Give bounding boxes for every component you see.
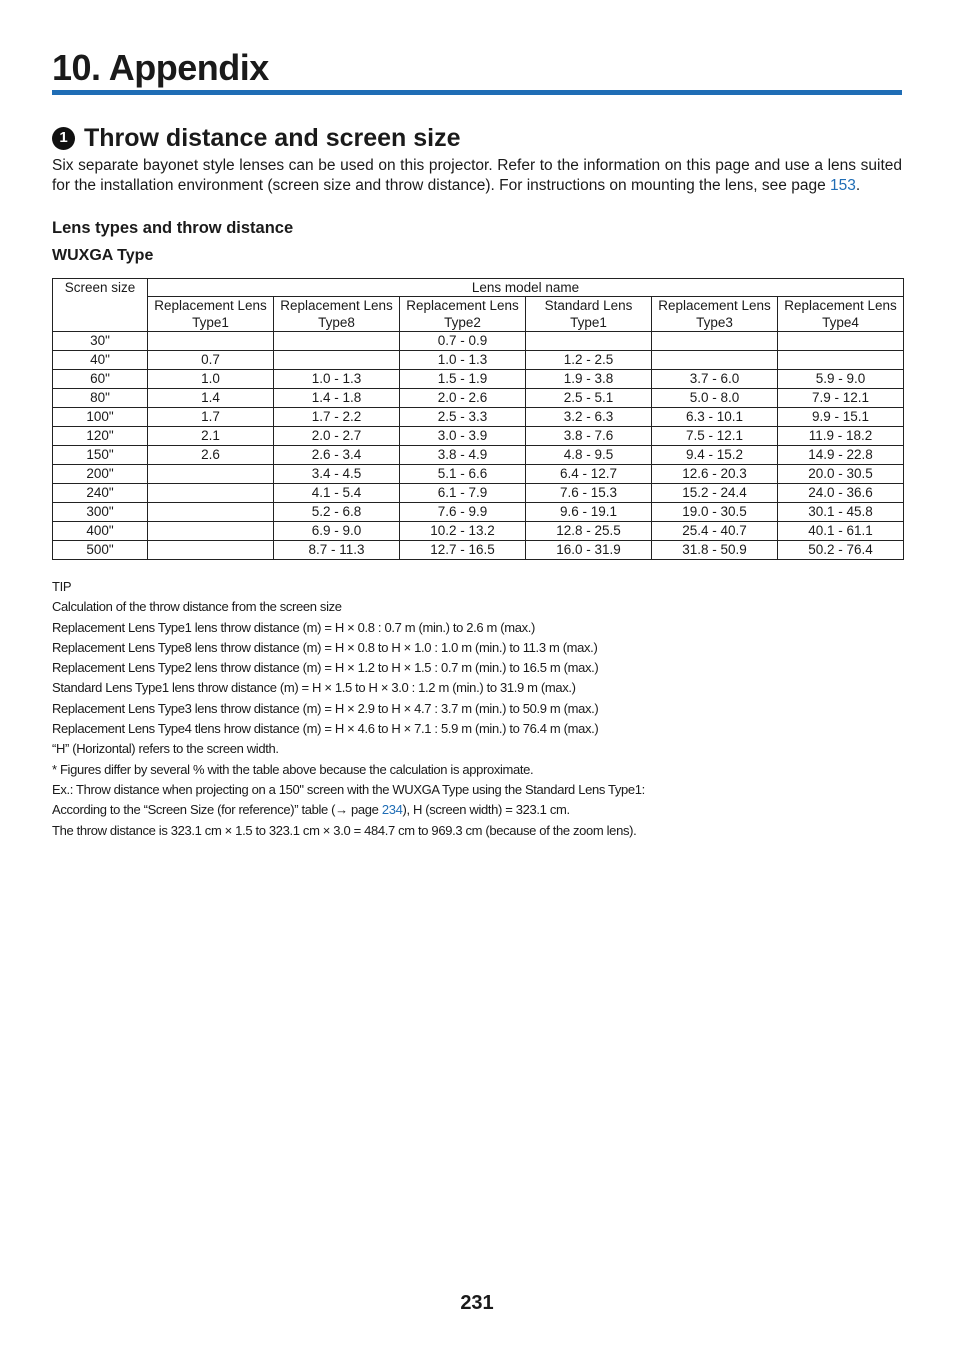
section-title: Throw distance and screen size (84, 124, 461, 152)
throw-distance-cell (148, 465, 274, 484)
throw-distance-cell: 5.0 - 8.0 (652, 389, 778, 408)
throw-distance-cell: 2.0 - 2.7 (274, 427, 400, 446)
table-body (53, 332, 904, 560)
throw-distance-cell: 3.2 - 6.3 (526, 408, 652, 427)
throw-distance-cell: 1.7 (148, 408, 274, 427)
screen-size-cell: 240" (53, 484, 148, 503)
throw-distance-cell: 20.0 - 30.5 (778, 465, 904, 484)
throw-distance-cell: 3.7 - 6.0 (652, 370, 778, 389)
throw-distance-cell: 1.4 - 1.8 (274, 389, 400, 408)
throw-distance-cell (778, 351, 904, 370)
throw-distance-cell: 30.1 - 45.8 (778, 503, 904, 522)
throw-distance-cell: 0.7 - 0.9 (400, 332, 526, 351)
chapter-divider (52, 90, 902, 95)
intro-text: Six separate bayonet style lenses can be used on this projector. Refer to the information on this page and use a lens suited for the installation environment (screen size and throw distance). For instructions on mounting the lens, see page (52, 157, 902, 194)
throw-distance-cell (274, 332, 400, 351)
throw-distance-cell: 5.9 - 9.0 (778, 370, 904, 389)
tip-line: Standard Lens Type1 lens throw distance (m) = H × 1.5 to H × 3.0 : 1.2 m (min.) to 31.9 m (max.) (52, 680, 576, 696)
throw-distance-cell: 3.8 - 7.6 (526, 427, 652, 446)
throw-distance-cell: 1.5 - 1.9 (400, 370, 526, 389)
throw-distance-cell: 1.0 - 1.3 (400, 351, 526, 370)
throw-distance-cell: 1.0 (148, 370, 274, 389)
wuxga-type-heading: WUXGA Type (52, 247, 154, 264)
section-heading (52, 121, 461, 155)
throw-distance-cell: 19.0 - 30.5 (652, 503, 778, 522)
page-number: 231 (460, 1292, 494, 1314)
screen-size-cell: 60" (53, 370, 148, 389)
throw-distance-cell (148, 332, 274, 351)
screen-size-header: Screen size (53, 279, 148, 332)
tip-line: The throw distance is 323.1 cm × 1.5 to 323.1 cm × 3.0 = 484.7 cm to 969.3 cm (because of the zoom lens). (52, 822, 637, 838)
table-row (53, 351, 904, 370)
throw-distance-cell: 40.1 - 61.1 (778, 522, 904, 541)
screen-size-cell: 100" (53, 408, 148, 427)
table-row (53, 370, 904, 389)
throw-distance-cell: 11.9 - 18.2 (778, 427, 904, 446)
throw-distance-cell: 2.5 - 5.1 (526, 389, 652, 408)
throw-distance-cell: 3.4 - 4.5 (274, 465, 400, 484)
screen-size-cell: 40" (53, 351, 148, 370)
throw-distance-cell (148, 484, 274, 503)
throw-distance-cell: 1.2 - 2.5 (526, 351, 652, 370)
throw-distance-cell: 7.5 - 12.1 (652, 427, 778, 446)
throw-distance-cell: 12.7 - 16.5 (400, 541, 526, 560)
screen-size-cell: 120" (53, 427, 148, 446)
throw-distance-cell: 6.4 - 12.7 (526, 465, 652, 484)
throw-distance-cell: 8.7 - 11.3 (274, 541, 400, 560)
throw-distance-cell: 4.8 - 9.5 (526, 446, 652, 465)
throw-distance-cell: 6.3 - 10.1 (652, 408, 778, 427)
throw-distance-cell: 4.1 - 5.4 (274, 484, 400, 503)
throw-distance-cell: 31.8 - 50.9 (652, 541, 778, 560)
lens-column-header: Replacement Lens Type2 (400, 297, 526, 332)
screen-size-cell: 400" (53, 522, 148, 541)
throw-distance-cell: 2.1 (148, 427, 274, 446)
lens-column-header: Replacement Lens Type8 (274, 297, 400, 332)
tip-ref-start: According to the “Screen Size (for reference)” table (→ page (52, 802, 382, 818)
tip-reference-line (52, 800, 912, 820)
table-row (53, 389, 904, 408)
table-row (53, 446, 904, 465)
throw-distance-cell (778, 332, 904, 351)
throw-distance-table (52, 278, 904, 560)
throw-distance-cell (652, 332, 778, 351)
table-row (53, 484, 904, 503)
tip-line: Ex.: Throw distance when projecting on a 150" screen with the WUXGA Type using the Standard Lens Type1: (52, 781, 645, 797)
screen-size-cell: 200" (53, 465, 148, 484)
table-row (53, 427, 904, 446)
table-header-row (53, 279, 904, 297)
throw-distance-cell: 7.6 - 9.9 (400, 503, 526, 522)
throw-distance-cell (274, 351, 400, 370)
throw-distance-cell: 1.7 - 2.2 (274, 408, 400, 427)
tip-line: Replacement Lens Type4 tlens hrow distance (m) = H × 4.6 to H × 7.1 : 5.9 m (min.) to 76.4 m (max.) (52, 721, 599, 737)
intro-paragraph (52, 156, 902, 196)
throw-distance-cell (148, 503, 274, 522)
throw-distance-cell: 12.8 - 25.5 (526, 522, 652, 541)
throw-distance-cell: 10.2 - 13.2 (400, 522, 526, 541)
tip-line: Replacement Lens Type2 lens throw distance (m) = H × 1.2 to H × 1.5 : 0.7 m (min.) to 16.5 m (max.) (52, 660, 599, 676)
throw-distance-cell (526, 332, 652, 351)
throw-distance-cell: 25.4 - 40.7 (652, 522, 778, 541)
lens-column-header: Replacement Lens Type4 (778, 297, 904, 332)
throw-distance-cell: 16.0 - 31.9 (526, 541, 652, 560)
screen-size-cell: 150" (53, 446, 148, 465)
throw-distance-cell: 2.6 - 3.4 (274, 446, 400, 465)
lens-types-heading: Lens types and throw distance (52, 219, 294, 237)
throw-distance-cell: 0.7 (148, 351, 274, 370)
throw-distance-cell: 9.6 - 19.1 (526, 503, 652, 522)
chapter-title: 10. Appendix (52, 47, 269, 88)
table-row (53, 503, 904, 522)
section-number-badge: 1 (52, 127, 75, 150)
lens-column-header: Standard Lens Type1 (526, 297, 652, 332)
throw-distance-cell (652, 351, 778, 370)
tip-label: TIP (52, 579, 72, 594)
tip-line: Replacement Lens Type3 lens throw distance (m) = H × 2.9 to H × 4.7 : 3.7 m (min.) to 50.9 m (max.) (52, 700, 599, 716)
tip-section (52, 577, 912, 841)
throw-distance-cell (148, 522, 274, 541)
lens-model-header: Lens model name (148, 279, 904, 297)
screen-size-cell: 300" (53, 503, 148, 522)
throw-distance-cell: 2.6 (148, 446, 274, 465)
throw-distance-cell: 2.5 - 3.3 (400, 408, 526, 427)
throw-distance-cell: 50.2 - 76.4 (778, 541, 904, 560)
throw-distance-cell: 1.9 - 3.8 (526, 370, 652, 389)
tip-line: “H” (Horizontal) refers to the screen width. (52, 741, 279, 757)
throw-distance-cell: 7.9 - 12.1 (778, 389, 904, 408)
screen-size-cell: 80" (53, 389, 148, 408)
throw-distance-cell: 3.0 - 3.9 (400, 427, 526, 446)
throw-distance-cell: 6.1 - 7.9 (400, 484, 526, 503)
screen-size-cell: 500" (53, 541, 148, 560)
table-row (53, 522, 904, 541)
table-row (53, 541, 904, 560)
lens-column-header: Replacement Lens Type1 (148, 297, 274, 332)
throw-distance-cell: 1.0 - 1.3 (274, 370, 400, 389)
throw-distance-cell: 9.4 - 15.2 (652, 446, 778, 465)
throw-distance-cell: 12.6 - 20.3 (652, 465, 778, 484)
throw-distance-cell (148, 541, 274, 560)
table-row (53, 408, 904, 427)
throw-distance-cell: 3.8 - 4.9 (400, 446, 526, 465)
tip-line: Replacement Lens Type1 lens throw distance (m) = H × 0.8 : 0.7 m (min.) to 2.6 m (max.) (52, 619, 536, 635)
throw-distance-cell: 14.9 - 22.8 (778, 446, 904, 465)
intro-end: . (855, 177, 861, 194)
throw-distance-cell: 6.9 - 9.0 (274, 522, 400, 541)
tip-line: Calculation of the throw distance from the screen size (52, 599, 342, 615)
tip-ref-end: ), H (screen width) = 323.1 cm. (402, 802, 570, 818)
throw-distance-cell: 5.2 - 6.8 (274, 503, 400, 522)
throw-distance-cell: 9.9 - 15.1 (778, 408, 904, 427)
tip-line: Replacement Lens Type8 lens throw distance (m) = H × 0.8 to H × 1.0 : 1.0 m (min.) to 11.3 m (max.) (52, 639, 598, 655)
screen-size-page-link[interactable]: 234 (381, 802, 403, 818)
throw-distance-cell: 7.6 - 15.3 (526, 484, 652, 503)
table-row (53, 332, 904, 351)
throw-distance-cell: 24.0 - 36.6 (778, 484, 904, 503)
throw-distance-cell: 15.2 - 24.4 (652, 484, 778, 503)
throw-distance-cell: 1.4 (148, 389, 274, 408)
tip-line: * Figures differ by several % with the table above because the calculation is approximate. (52, 761, 534, 777)
lens-header-row (53, 297, 904, 332)
screen-size-cell: 30" (53, 332, 148, 351)
throw-distance-cell: 2.0 - 2.6 (400, 389, 526, 408)
table-row (53, 465, 904, 484)
throw-distance-cell: 5.1 - 6.6 (400, 465, 526, 484)
lens-column-header: Replacement Lens Type3 (652, 297, 778, 332)
mounting-page-link[interactable]: 153 (830, 177, 856, 194)
